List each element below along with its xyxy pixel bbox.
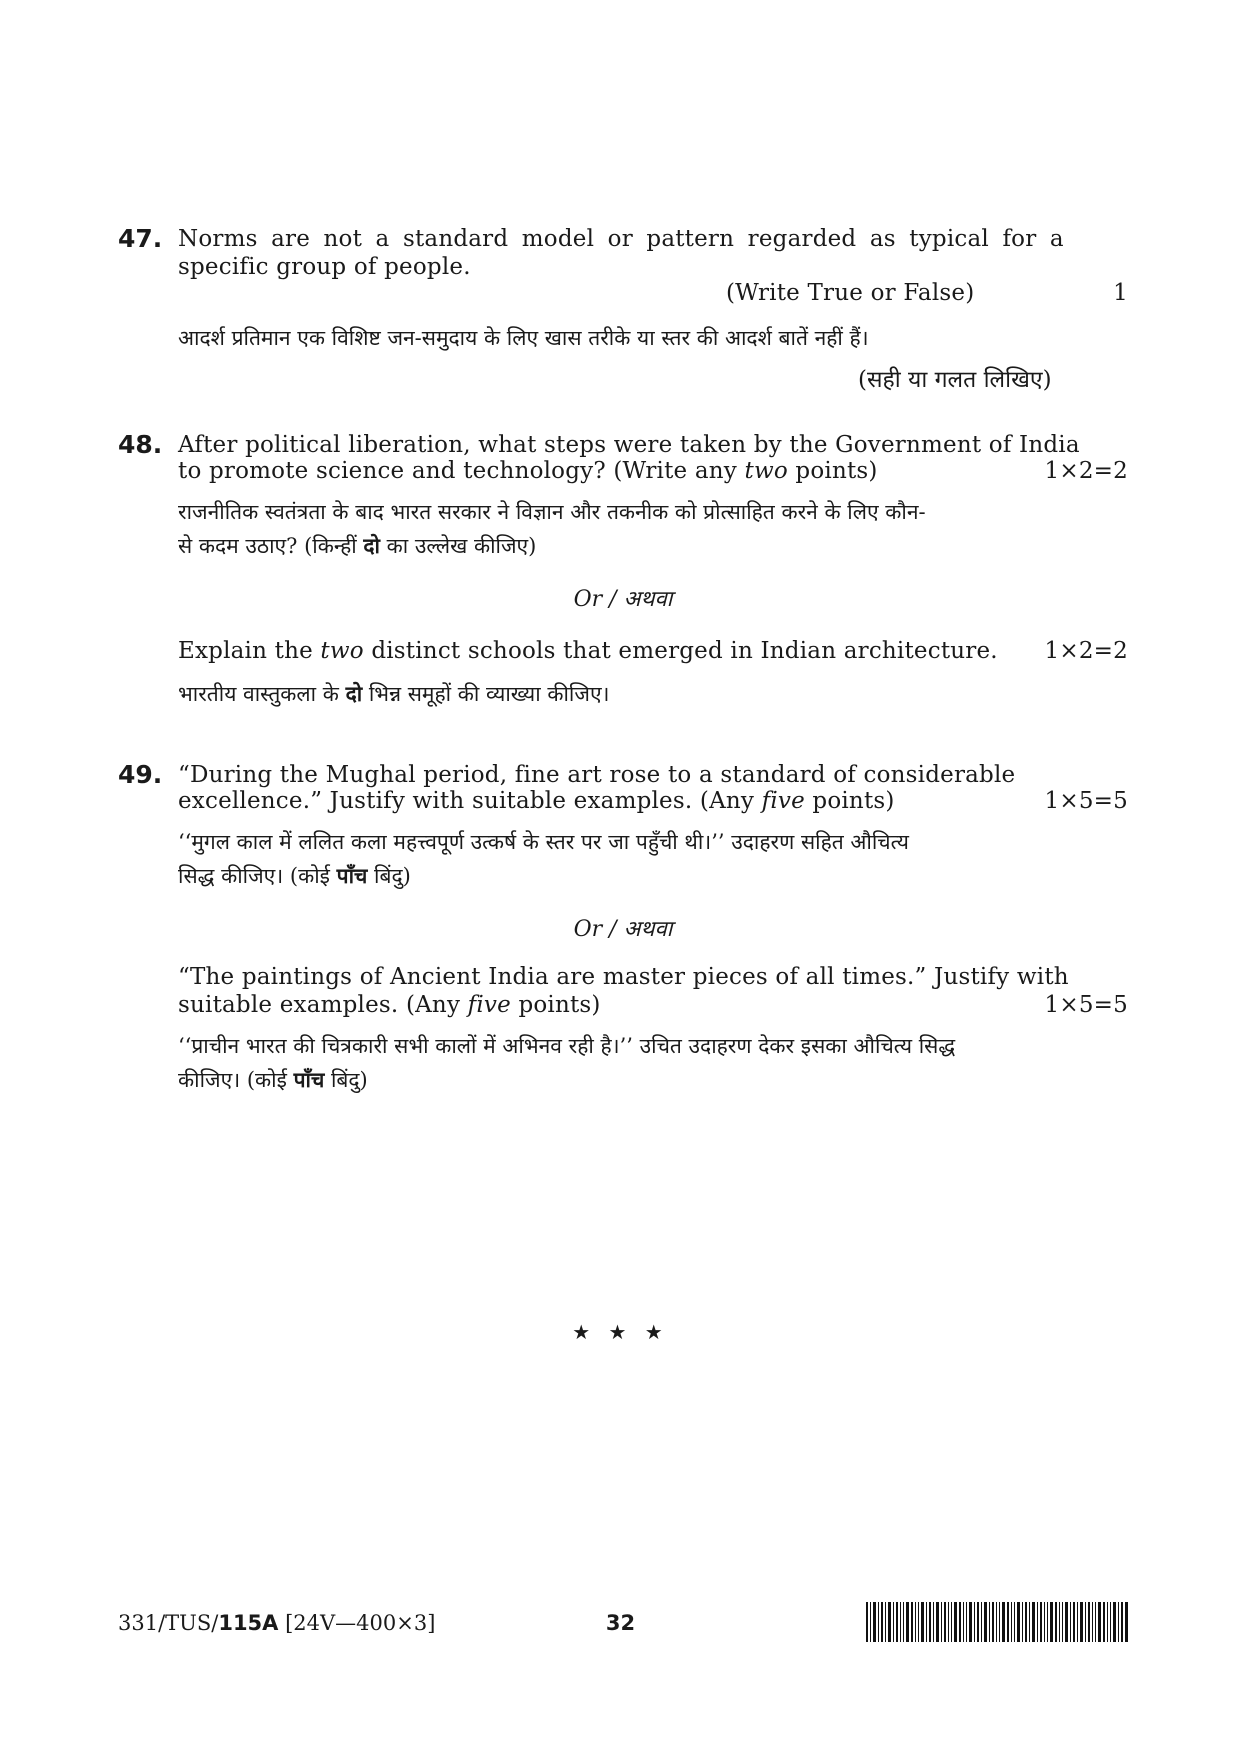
barcode-icon <box>866 1602 1128 1642</box>
instruction: (Write True or False) <box>726 280 975 306</box>
en-line-1: “During the Mughal period, fine art rose to a standard of considerable <box>178 762 1016 788</box>
alt-en-line: Explain the two distinct schools that emerged in Indian architecture. <box>178 638 998 664</box>
en-line-2: specific group of people. <box>178 254 471 280</box>
alt-en-line-1: “The paintings of Ancient India are master pieces of all times.” Justify with <box>178 964 1069 990</box>
question-text-hi: आदर्श प्रतिमान एक विशिष्ट जन-समुदाय के लिए खास तरीके या स्तर की आदर्श बातें नहीं हैं। <box>178 326 869 350</box>
en-line-1: After political liberation, what steps were taken by the Government of India <box>178 432 1080 458</box>
or-separator: Or / अथवा <box>573 587 673 612</box>
hi-line-2: से कदम उठाए? (किन्हीं दो का उल्लेख कीजिए) <box>178 533 537 558</box>
page-number: 32 <box>605 1611 636 1635</box>
question-number: 49. <box>118 760 163 789</box>
alt-hi-line-2: कीजिए। (कोई पाँच बिंदु) <box>178 1067 368 1092</box>
hi-line-2: सिद्ध कीजिए। (कोई पाँच बिंदु) <box>178 863 411 888</box>
instruction-hi: (सही या गलत लिखिए) <box>858 367 1052 393</box>
question-number: 47. <box>118 224 163 253</box>
alt-hi-line: भारतीय वास्तुकला के दो भिन्न समूहों की व्याख्या कीजिए। <box>178 681 610 706</box>
marks: 1×5=5 <box>1044 788 1128 814</box>
en-line-2: excellence.” Justify with suitable examples. (Any five points) <box>178 788 895 814</box>
question-text-en <box>178 226 1068 252</box>
alt-marks: 1×5=5 <box>1044 992 1128 1018</box>
hi-line-1: ‘‘मुगल काल में ललित कला महत्त्वपूर्ण उत्कर्ष के स्तर पर जा पहुँची थी।’’ उदाहरण सहित औचित्य <box>178 830 909 854</box>
question-number: 48. <box>118 430 163 459</box>
end-marker: ★ ★ ★ <box>572 1320 669 1344</box>
or-separator: Or / अथवा <box>573 917 673 942</box>
marks: 1×2=2 <box>1044 458 1128 484</box>
en-line-2: to promote science and technology? (Write any two points) <box>178 458 878 484</box>
alt-marks: 1×2=2 <box>1044 638 1128 664</box>
en-line-1: Norms are not a standard model or pattern regarded as typical for a <box>178 226 1064 252</box>
hi-line-1: राजनीतिक स्वतंत्रता के बाद भारत सरकार ने विज्ञान और तकनीक को प्रोत्साहित करने के लिए कौन- <box>178 500 926 524</box>
paper-code: 331/TUS/115A [24V—400×3] <box>118 1611 436 1635</box>
alt-hi-line-1: ‘‘प्राचीन भारत की चित्रकारी सभी कालों में अभिनव रही है।’’ उचित उदाहरण देकर इसका औचित्य सिद्ध <box>178 1034 956 1058</box>
alt-en-line-2: suitable examples. (Any five points) <box>178 992 601 1018</box>
marks: 1 <box>1113 280 1128 306</box>
